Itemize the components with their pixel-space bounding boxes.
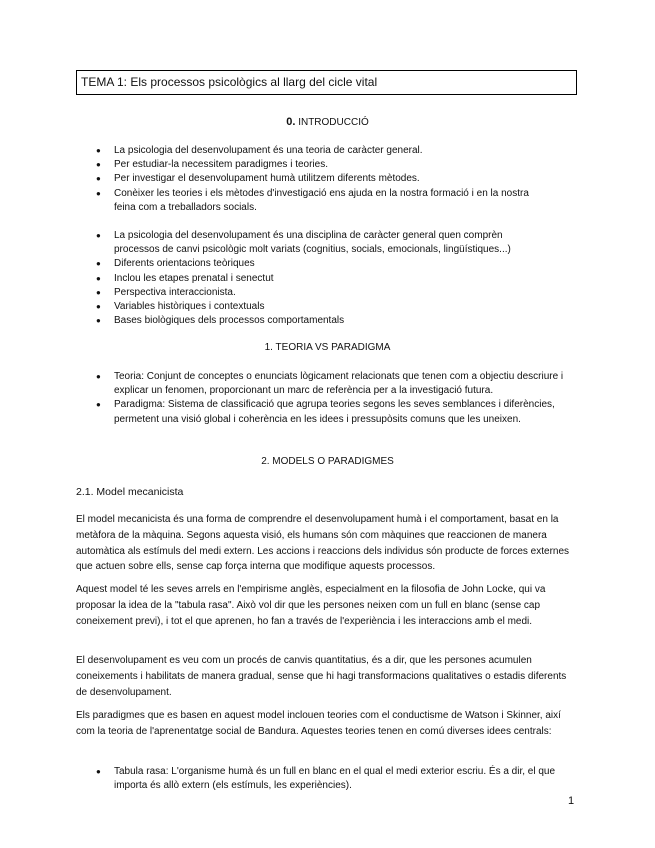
list-item: ● Per estudiar-la necessitem paradigmes i teories. xyxy=(76,158,544,172)
list-item: ● Conèixer les teories i els mètodes d'investigació ens ajuda en la nostra formació i en la nostra feina com a treballadors socials. xyxy=(76,187,544,215)
list-item: ● Teoria: Conjunt de conceptes o enunciats lògicament relacionats que tenen com a objectiu descriure i explicar un fenomen, proporcionant un marc de referència per a la investigació futura. xyxy=(76,370,566,398)
list-item: ● Bases biològiques dels processos comportamentals xyxy=(76,314,544,328)
intro-heading-text: INTRODUCCIÓ xyxy=(298,117,369,128)
list-item: ● Tabula rasa: L'organisme humà és un full en blanc en el qual el medi exterior escriu. És a dir, el que importa és allò extern (els estímuls, les experiències). xyxy=(76,765,566,793)
subsection-heading: 2.1. Model mecanicista xyxy=(76,486,184,498)
list-item: ● Paradigma: Sistema de classificació que agrupa teories segons les seves semblances i diferències, permetent una visió global i coherència en les idees i pressupòsits comuns que les uneixen. xyxy=(76,398,566,426)
list-item: ● Variables històriques i contextuals xyxy=(76,300,544,314)
document-title: TEMA 1: Els processos psicològics al llarg del cicle vital xyxy=(76,70,577,95)
intro-bullet-list-a xyxy=(76,144,544,215)
section2-bullet-list xyxy=(76,765,566,793)
list-item: ● Per investigar el desenvolupament humà utilitzem diferents mètodes. xyxy=(76,172,544,186)
list-item: ● Inclou les etapes prenatal i senectut xyxy=(76,272,544,286)
paragraph: Els paradigmes que es basen en aquest model inclouen teories com el conductisme de Watson i Skinner, així com la teoria de l'aprenentatge social de Bandura. Aquestes teories tenen en comú diverses idees centrals: xyxy=(76,710,561,737)
intro-heading-number: 0. xyxy=(286,116,296,128)
paragraph: El model mecanicista és una forma de comprendre el desenvolupament humà i el comportament, basat en la metàfora de la màquina. Segons aquesta visió, els humans són com màquines que reaccionen de manera automàtica als estímuls del medi extern. Les accions i reaccions dels individus són producte de forces externes que actuen sobre ells, sense cap força interna que modifique aquests processos. xyxy=(76,514,570,573)
page-number: 1 xyxy=(568,795,575,807)
list-item: ● La psicologia del desenvolupament és una disciplina de caràcter general quen comprèn processos de canvi psicològic molt variats (cognitius, socials, emocionals, lingüístiques...) xyxy=(76,229,544,257)
list-item: ● Perspectiva interaccionista. xyxy=(76,286,544,300)
paragraph: Aquest model té les seves arrels en l'empirisme anglès, especialment en la filosofia de John Locke, qui va proposar la idea de la "tabula rasa". Això vol dir que les persones neixen com un full en blanc (sense cap coneixement previ), i tot el que aprenen, ho fan a través de l'experiència i les interaccions amb el medi. xyxy=(76,584,546,627)
section2-heading: 2. MODELS O PARADIGMES xyxy=(261,456,394,467)
intro-heading xyxy=(0,116,655,128)
list-item: ● La psicologia del desenvolupament és una teoria de caràcter general. xyxy=(76,144,544,158)
section1-bullet-list xyxy=(76,370,566,427)
paragraph: El desenvolupament es veu com un procés de canvis quantitatius, és a dir, que les persones acumulen coneixements i habilitats de manera gradual, sense que hi hagi transformacions qualitatives o estadis diferents de desenvolupament. xyxy=(76,655,567,698)
list-item: ● Diferents orientacions teòriques xyxy=(76,257,544,271)
intro-bullet-list-b xyxy=(76,229,544,328)
section1-heading: 1. TEORIA VS PARADIGMA xyxy=(264,342,391,353)
